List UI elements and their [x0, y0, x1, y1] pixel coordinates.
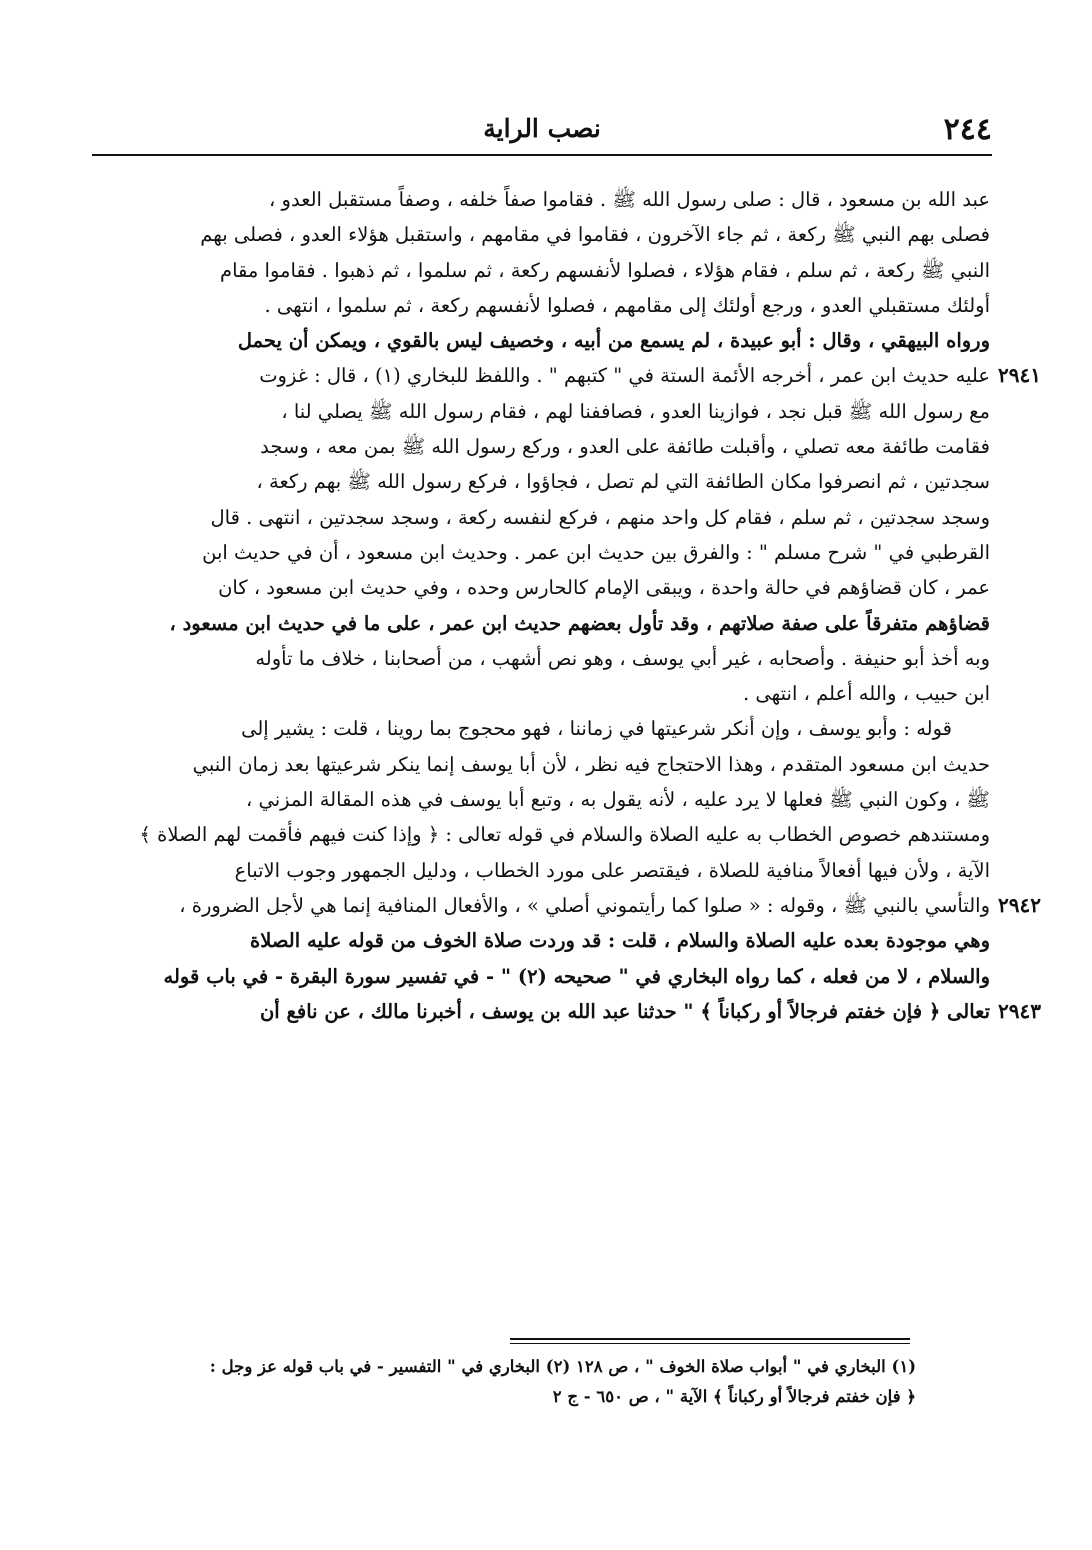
hadith-number: ٢٩٤٢	[998, 892, 1041, 917]
text-line-content: وسجد سجدتين ، ثم سلم ، فقام كل واحد منهم ، فركع لنفسه ركعة ، وسجد سجدتين ، انتهى . قال	[210, 505, 990, 529]
text-line-content: والتأسي بالنبي ﷺ ، وقوله : « صلوا كما رأيتموني أصلي » ، والأفعال المنافية إنما هي لأجل الضرورة ،	[179, 893, 990, 917]
text-line-content: عمر ، كان قضاؤهم في حالة واحدة ، ويبقى الإمام كالحارس وحده ، وفي حديث ابن مسعود ، كان	[218, 576, 990, 600]
text-line	[100, 500, 990, 535]
text-line	[100, 606, 990, 641]
text-line-content: حديث ابن مسعود المتقدم ، وهذا الاحتجاج فيه نظر ، لأن أبا يوسف إنما ينكر شرعيتها بعد زمان النبي	[192, 752, 990, 776]
text-line	[100, 923, 990, 958]
page-number: ٢٤٤	[943, 112, 992, 147]
header-divider	[92, 154, 992, 156]
footnotes	[100, 1352, 916, 1412]
text-line-content: قوله : وأبو يوسف ، وإن أنكر شرعيتها في زماننا ، فهو محجوج بما روينا ، قلت : يشير إلى	[241, 717, 952, 741]
text-line	[100, 358, 1041, 393]
page-header	[92, 108, 992, 152]
text-line-content: ﷺ ، وكون النبي ﷺ فعلها لا يرد عليه ، لأنه يقول به ، وتبع أبا يوسف في هذه المقالة المزني ،	[245, 788, 990, 812]
text-line-content: القرطبي في " شرح مسلم " : والفرق بين حديث ابن عمر . وحديث ابن مسعود ، أن في حديث ابن	[202, 540, 990, 564]
text-line-content: ورواه البيهقي ، وقال : أبو عبيدة ، لم يسمع من أبيه ، وخصيف ليس بالقوي ، ويمكن أن يحمل	[237, 329, 990, 353]
text-line	[100, 817, 990, 852]
text-line	[100, 782, 990, 817]
text-line-content: أولئك مستقبلي العدو ، ورجع أولئك إلى مقامهم ، فصلوا لأنفسهم ركعة ، ثم سلموا ، انتهى .	[264, 293, 990, 317]
text-line	[100, 994, 1041, 1029]
text-line	[100, 747, 990, 782]
text-line-content: ومستندهم خصوص الخطاب به عليه الصلاة والسلام في قوله تعالى : ﴿ وإذا كنت فيهم فأقمت لهم الصلاة ﴾	[139, 823, 990, 847]
footnote-line: (١) البخاري في " أبواب صلاة الخوف " ، ص ١٢٨ (٢) البخاري في " التفسير - في باب قوله عز وجل :	[209, 1357, 916, 1376]
text-line-content: عليه حديث ابن عمر ، أخرجه الأئمة الستة في " كتبهم " . واللفظ للبخاري (١) ، قال : غزوت	[259, 364, 990, 388]
text-line	[100, 853, 990, 888]
text-line-content: فقامت طائفة معه تصلي ، وأقبلت طائفة على العدو ، وركع رسول الله ﷺ بمن معه ، وسجد	[260, 435, 990, 459]
footnote-divider-thin	[510, 1343, 910, 1344]
text-line	[100, 394, 990, 429]
text-line-content: مع رسول الله ﷺ قبل نجد ، فوازينا العدو ، فصاففنا لهم ، فقام رسول الله ﷺ يصلي لنا ،	[281, 399, 990, 423]
text-line	[100, 888, 1041, 923]
text-line	[100, 323, 990, 358]
text-line-content: وهي موجودة بعده عليه الصلاة والسلام ، قلت : قد وردت صلاة الخوف من قوله عليه الصلاة	[250, 929, 990, 953]
hadith-number: ٢٩٤١	[998, 363, 1041, 388]
text-line-content: قضاؤهم متفرقاً على صفة صلاتهم ، وقد تأول بعضهم حديث ابن عمر ، على ما في حديث ابن مسعود ،	[169, 611, 990, 635]
text-line	[100, 676, 990, 711]
text-line	[100, 570, 990, 605]
text-line	[100, 711, 990, 746]
text-line	[100, 429, 990, 464]
text-line	[100, 217, 990, 252]
text-line-content: تعالى ﴿ فإن خفتم فرجالاً أو ركباناً ﴾ " حدثنا عبد الله بن يوسف ، أخبرنا مالك ، عن نافع أن	[259, 999, 990, 1023]
text-line-content: سجدتين ، ثم انصرفوا مكان الطائفة التي لم تصل ، فجاؤوا ، فركع رسول الله ﷺ بهم ركعة ،	[256, 470, 990, 494]
text-line-content: وبه أخذ أبو حنيفة . وأصحابه ، غير أبي يوسف ، وهو نص أشهب ، من أصحابنا ، خلاف ما تأوله	[255, 646, 990, 670]
text-line-content: عبد الله بن مسعود ، قال : صلى رسول الله ﷺ . فقاموا صفاً خلفه ، وصفاً مستقبل العدو ،	[269, 188, 990, 211]
footnote-divider	[510, 1338, 910, 1340]
hadith-number: ٢٩٤٣	[998, 998, 1041, 1023]
text-line	[100, 535, 990, 570]
text-line	[100, 464, 990, 499]
text-line-content: فصلى بهم النبي ﷺ ركعة ، ثم جاء الآخرون ، فقاموا في مقامهم ، واستقبل هؤلاء العدو ، فصلى بهم	[200, 223, 990, 247]
text-line-content: والسلام ، لا من فعله ، كما رواه البخاري في " صحيحه (٢) " - في تفسير سورة البقرة - في باب قوله	[163, 964, 990, 988]
text-line	[100, 253, 990, 288]
text-line	[100, 641, 990, 676]
book-title: نصب الراية	[483, 114, 601, 143]
text-line	[100, 182, 990, 217]
text-line-content: النبي ﷺ ركعة ، ثم سلم ، فقام هؤلاء ، فصلوا لأنفسهم ركعة ، ثم سلموا ، ثم ذهبوا . فقاموا مقام	[220, 258, 990, 282]
main-text	[100, 182, 1041, 1029]
text-line-content: ابن حبيب ، والله أعلم ، انتهى .	[743, 682, 990, 706]
text-line-content: الآية ، ولأن فيها أفعالاً منافية للصلاة ، فيقتصر على مورد الخطاب ، ودليل الجمهور وجوب الاتباع	[234, 858, 990, 882]
footnote-line: ﴿ فإن خفتم فرجالاً أو ركباناً ﴾ الآية " ، ص ٦٥٠ - ج ٢	[552, 1387, 916, 1406]
text-line	[100, 288, 990, 323]
text-line	[100, 959, 990, 994]
